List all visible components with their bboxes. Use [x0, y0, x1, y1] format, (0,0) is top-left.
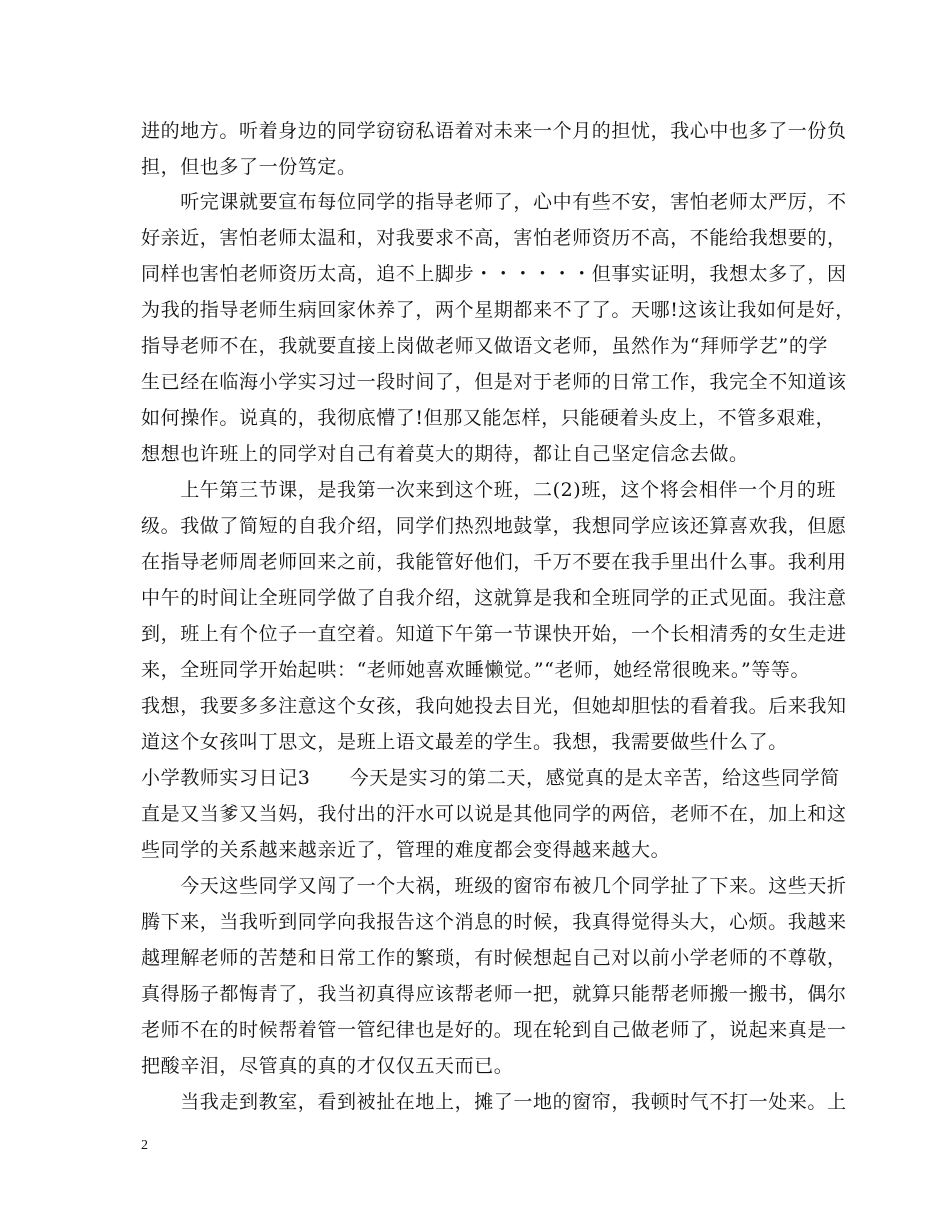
text-line: 到，班上有个位子一直空着。知道下午第一节课快开始，一个长相清秀的女生走进: [141, 623, 847, 645]
text-line: 进的地方。听着身边的同学窃窃私语着对未来一个月的担忧，我心中也多了一份负: [141, 120, 847, 142]
text-line: 今天这些同学又闯了一个大祸，班级的窗帘布被几个同学扯了下来。这些天折: [141, 875, 847, 897]
text-line: 中午的时间让全班同学做了自我介绍，这就算是我和全班同学的正式见面。我注意: [141, 587, 847, 609]
text-line: 在指导老师周老师回来之前，我能管好他们，千万不要在我手里出什么事。我利用: [141, 551, 847, 573]
text-line: 为我的指导老师生病回家休养了，两个星期都来不了了。天哪!这该让我如何是好，: [141, 299, 855, 321]
text-line: 来，全班同学开始起哄：“老师她喜欢睡懒觉。”“老师，她经常很晚来。”等等。: [141, 659, 811, 681]
text-line: 腾下来，当我听到同学向我报告这个消息的时候，我真得觉得头大，心烦。我越来: [141, 911, 847, 933]
text-line: 同样也害怕老师资历太高，追不上脚步・・・・・・但事实证明，我想太多了，因: [141, 263, 847, 285]
text-line: 上午第三节课，是我第一次来到这个班，二(2)班，这个将会相伴一个月的班: [141, 479, 837, 501]
text-line: 小学教师实习日记3 今天是实习的第二天，感觉真的是太辛苦，给这些同学简: [141, 767, 840, 789]
text-line: 级。我做了简短的自我介绍，同学们热烈地鼓掌，我想同学应该还算喜欢我，但愿: [141, 515, 847, 537]
text-line: 想想也许班上的同学对自己有着莫大的期待，都让自己坚定信念去做。: [141, 443, 749, 465]
page-number: 2: [141, 1138, 148, 1153]
text-line: 我想，我要多多注意这个女孩，我向她投去目光，但她却胆怯的看着我。后来我知: [141, 695, 847, 717]
text-line: 道这个女孩叫丁思文，是班上语文最差的学生。我想，我需要做些什么了。: [141, 731, 788, 753]
text-line: 把酸辛泪，尽管真的真的才仅仅五天而已。: [141, 1055, 514, 1077]
text-line: 些同学的关系越来越亲近了，管理的难度都会变得越来越大。: [141, 839, 671, 861]
text-line: 直是又当爹又当妈，我付出的汗水可以说是其他同学的两倍，老师不在，加上和这: [141, 803, 847, 825]
text-line: 老师不在的时候帮着管一管纪律也是好的。现在轮到自己做老师了，说起来真是一: [141, 1019, 847, 1041]
text-line: 生已经在临海小学实习过一段时间了，但是对于老师的日常工作，我完全不知道该: [141, 371, 847, 393]
text-line: 指导老师不在，我就要直接上岗做老师又做语文老师，虽然作为“拜师学艺”的学: [141, 335, 829, 357]
text-line: 越理解老师的苦楚和日常工作的繁琐，有时候想起自己对以前小学老师的不尊敬，: [141, 947, 847, 969]
text-line: 好亲近，害怕老师太温和，对我要求不高，害怕老师资历不高，不能给我想要的，: [141, 227, 847, 249]
text-line: 真得肠子都悔青了，我当初真得应该帮老师一把，就算只能帮老师搬一搬书，偶尔: [141, 983, 847, 1005]
text-line: 当我走到教室，看到被扯在地上，摊了一地的窗帘，我顿时气不打一处来。上: [141, 1091, 847, 1113]
text-line: 如何操作。说真的，我彻底懵了!但那又能怎样，只能硬着头皮上，不管多艰难，: [141, 407, 836, 429]
text-line: 听完课就要宣布每位同学的指导老师了，心中有些不安，害怕老师太严厉，不: [141, 191, 847, 213]
text-line: 担，但也多了一份笃定。: [141, 156, 357, 178]
